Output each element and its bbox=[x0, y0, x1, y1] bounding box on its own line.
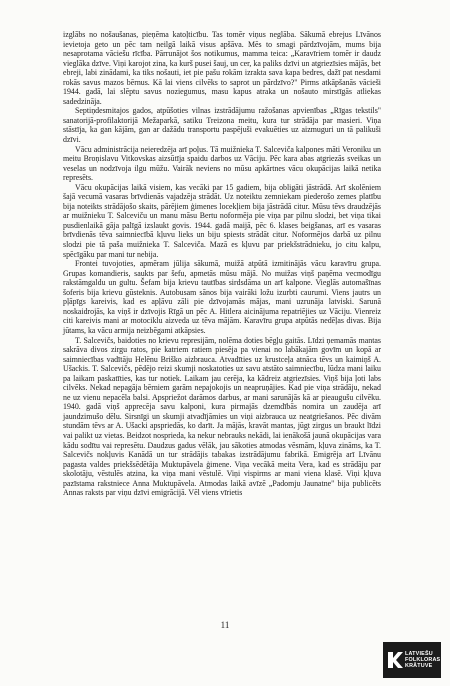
paragraph: izglābs no nošaušanas, pieņēma katoļticību. Tas tomēr viņus neglāba. Sākumā ebrejus Līvānos ievietoja geto un pēc tam neilgā laikā visus apšāva. Mēs to smagi pārdzīvojām, mums bija nesaprotama vāciešu rīcība. Pārrunājot šos notikumus, mamma teica: „Karavīriem tomēr ir daudz vieglāka dzīve. Viņi karojot zina, ka kurš pusei šauj, un cer, ka paliks dzīvi un atgriezīsies mājās, bet ebreji, labi zinādami, ka tiks nošauti, iet pie pašu rokām izrakta sava kapa bedres, dažī pat nesdami rokās savus mazos bērnus. Kā lai viens cilvēks to saprot un pārdzīvo?" Pirms atkāpšanās vācieši 1944. gadā, lai slēptu savus noziegumus, masu kapus atraka un nošauto mirstīgās atliekas sadedzināja. bbox=[63, 30, 381, 106]
logo-line: FOLKLORAS bbox=[405, 656, 441, 663]
paragraph: Vācu administrācija neieredzēja arī poļus. Tā muižnieka T. Salceviča kalpones māti Veroniku un meitu Broņislavu Vitkovskas aizsūtīja spaidu darbos uz Vāciju. Pēc kara abas atgriezās sveikas un veselas un nodzīvoja ilgu mūžu. Vairāk neviens no mūsu apkārtnes vācu okupācijas laikā netika represēts. bbox=[63, 144, 381, 183]
document-body bbox=[63, 30, 381, 498]
paragraph: Septiņdesmitajos gados, atpūšoties vilnas izstrādājumu ražošanas apvienības „Rīgas tekstils" sanatorijā-profilaktorijā Mežaparkā, satiku Treizona meitu, kura tur strādāja par masieri. Viņa stāstīja, ka gan kājām, gan ar dažādu transportu paspējuši evakuēties uz aizmuguri un tā palikuši dzīvi. bbox=[63, 106, 381, 145]
page-number: 11 bbox=[220, 620, 230, 630]
paragraph: Frontei tuvojoties, apmēram jūlija sākumā, muižā atpūtā izmitinājās vācu karavīru grupa. Grupas komandieris, saukts par šefu, apmetās mūsu mājā. No muižas viņš paņēma vecmodīgu rakstāmgaldu un gultu. Šefam bija krievu tautības sirdsdāma un arī kalpone. Vieglās automašīnas šoferis bija krievu gūsteknis. Autobusam sānos bija vairāki ložu izurbti caurumi. Viens jautrs un pļāpīgs kareivis, kad es apļāvu zāli pie dzīvojamās mājas, mani uzrunāja latviski. Sarunā noskaidrojās, ka viņš ir dzīvojis Rīgā un pēc A. Hitlera aicinājuma repatriējies uz Vāciju. Vienreiz citi kareivis mani ar motociklu aizveda uz tēva mājām. Karavīru grupa atpūtās nedēļas divas. Bija jūtams, ka vācu armija neizbēgami atkāpsies. bbox=[63, 259, 381, 335]
paragraph: T. Salcevičs, baidoties no krievu represijām, nolēma doties bēgļu gaitās. Līdzi ņemamās mantas sakrāva divos zirgu ratos, pie katriem ratiem piesēja pa vienai no labākajām govīm un kopā ar saimniecības vadītāju Helēnu Briško aizbrauca. Atvadīties uz krustceļa atnāca tēvs un kaimiņš A. Ušackis. T. Salcevičs, pēdējo reizi skumji noskatoties uz savu atstāto saimniecību, lūdza mani laiku pa laikam paskatīties, kas tur notiek. Laikam jau cerēja, ka kādreiz atgriezīsies. Viņš bija ļoti labs cilvēks. Nekad nepagāja bērniem garām nepajokojis un neapruņājies. Kad pie viņa strādāju, nekad ne uz vienu nepacēla balsi. Apspriežot darāmos darbus, ar mani sarunājās kā ar pieaugušu cilvēku. 1940. gadā viņš apprecēja savu kalponi, kura pirmajās dzemdībās nomira un zaudēja arī jaundzimušo dēlu. Sirsnīgi un skumji atvadījāmies un viņi aizbrauca uz neatgriešanos. Pēc divām stundām tēvs ar A. Ušacki apspriedās, ko darīt. Ja mājās, kravāt mantas, jūgt zirgus un braukt līdzi vai palikt uz vietas. Beidzot nospriedа, ka nekur nebrauks nekādi, lai ienākošā jaunā okupācijas vara kādu sodītu vai represētu. Daudzus gadus vēlāk, jau sākoties atmodas vēsmām, kļuva zināms, ka T. Salcevičs nokļuvis Kanādā un tur strādājis tabakas izstrādājumu fabrikā. Emigrēja arī Līvānu pagasta valdes priekšsēdētāja Muktupāvela ģimene. Viņa vecākā meita Vera, kad es strādāju par skolotāju, vēstulēs atzina, ka viņa mani vēstulē. Viņi vispirms ar mani viena klasē. Viņi kļuva pazīstama rakstniece Anna Muktupāvela. Atmodas laikā avīzē „Padomju Jaunatne" bija publicēts Annas raksts par viņu dzīvi emigrācijā. Vēl viens vīrietis bbox=[63, 335, 381, 498]
logo-line: KRĀTUVE bbox=[405, 663, 433, 670]
archive-logo-text bbox=[405, 651, 440, 670]
paragraph: Vācu okupācijas laikā visiem, kas vecāki par 15 gadiem, bija obligāti jāstrādā. Arī skolēniem šajā vecumā vasaras brīvdienās vajadzēja strādāt. Uz noteiktu zemniekam piederošo zemes platību bija noteikts strādājošo skaits, pārējiem ģimenes locekļiem bija jāstrādā citur. Mūsu tēvs draudzējās ar muižnieku T. Salceviču un manu māsu Bertu noformēja pie viņa par pilnu slodzi, bet viņa tikai pusdienlaikā gāja palīgā izslaukt govis. 1944. gadā maijā, pēc 6. klases beigšanas, arī es vasaras brīvdienās tēva saimniecībā kļuvu lieks un biju spiests strādāt citur. Noformējos darbā uz pilnu slodzi pie tā paša muižnieka T. Salceviča. Mazā es kļuvu par priekšstrādnieku, jo citu kalpu, spēcīgāku par mani tur nebija. bbox=[63, 182, 381, 259]
archive-logo bbox=[383, 642, 441, 678]
archive-logo-icon bbox=[385, 642, 405, 678]
logo-line: LATVIEŠU bbox=[405, 650, 433, 657]
